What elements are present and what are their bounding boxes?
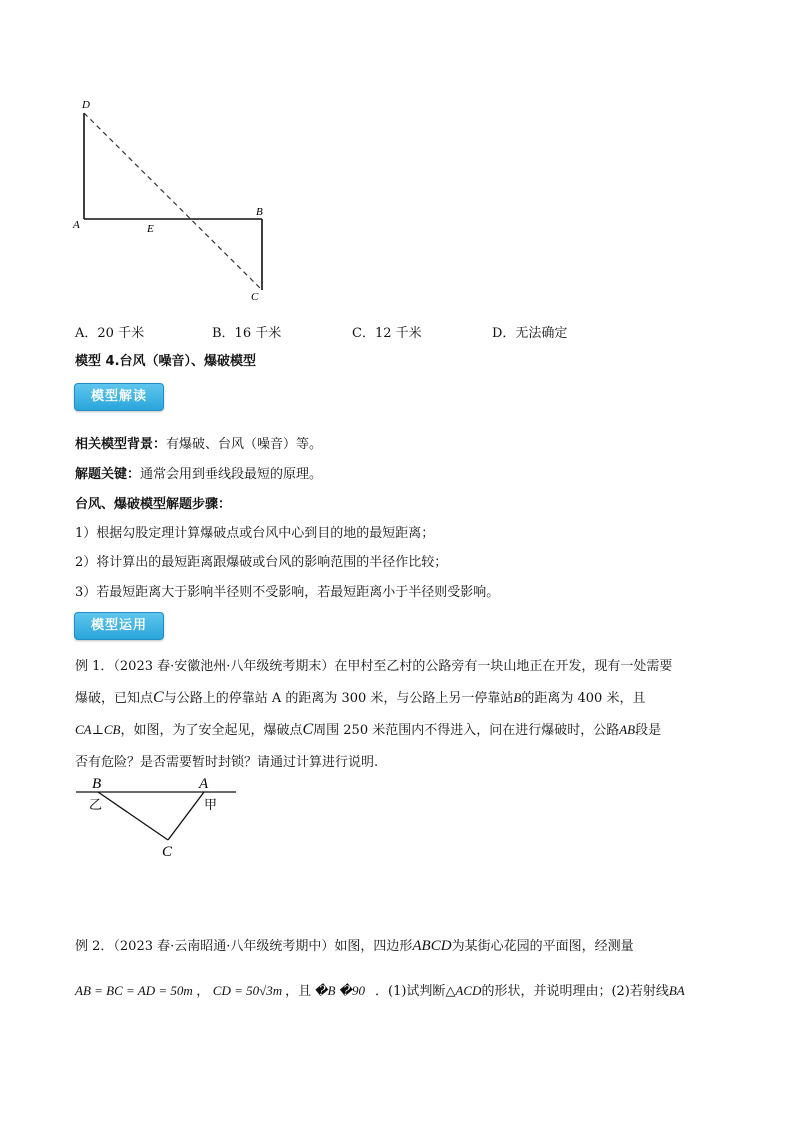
option-b: B．16 千米	[212, 326, 282, 341]
example2-line1	[75, 935, 634, 955]
example1-line3-a: ，如图，为了安全起见，爆破点	[120, 723, 303, 738]
steps-title: 台风、爆破模型解题步骤：	[75, 497, 232, 512]
example1-point-c2: C	[302, 721, 314, 738]
option-c: C．12 千米	[352, 326, 422, 341]
example2-quad-abcd: ABCD	[412, 938, 452, 954]
background-text: 有爆破、台风（噪音）等。	[166, 437, 323, 452]
label-B: B	[92, 776, 102, 792]
example1-line3-b: 周围 250 米范围内不得进入，问在进行爆破时，公路	[313, 723, 620, 738]
example2-comma2: ，且	[285, 984, 312, 999]
option-d: D．无法确定	[492, 326, 568, 341]
step-2: 2）将计算出的最短距离跟爆破或台风的影响范围的半径作比较；	[75, 555, 448, 570]
example2-eq2: CD = 50√3m	[212, 983, 283, 998]
example1-line2	[75, 687, 645, 707]
example2-triangle-acd: △ACD	[445, 983, 482, 998]
example1-point-c: C	[153, 689, 164, 706]
example1-line2-d: 的距离为 400 米，且	[521, 691, 646, 706]
label-E: E	[147, 223, 154, 235]
example1-road-ab: AB	[619, 722, 636, 737]
example2-rest-a: ．(1)试判断	[375, 984, 446, 999]
example1-perp: CA⊥CB	[75, 722, 121, 737]
example1-line3-d: 段是	[635, 723, 662, 738]
example1-point-b: B	[513, 690, 522, 705]
label-B: B	[256, 206, 263, 218]
key-line	[75, 463, 322, 482]
segment-AC	[168, 792, 204, 840]
background-label: 相关模型背景：	[75, 437, 167, 452]
example2-line2	[75, 980, 685, 999]
step-3: 3）若最短距离大于影响半径则不受影响，若最短距离小于半径则受影响。	[75, 585, 500, 600]
example2-eq1: AB = BC = AD = 50m	[75, 983, 193, 998]
label-A: A	[199, 776, 209, 792]
key-text: 通常会用到垂线段最短的原理。	[140, 467, 323, 482]
label-A: A	[73, 219, 80, 231]
example1-line2-b: 与公路上的停靠站 A 的距离为 300 米，与公路上另一停靠站	[163, 691, 514, 706]
example2-angle: �B �90	[314, 983, 366, 998]
example2-comma1: ，	[196, 984, 210, 999]
label-jia: 甲	[204, 797, 218, 812]
figure-2-diagram	[70, 772, 250, 864]
example2-line1-b: 为某街心花园的平面图，经测量	[451, 939, 634, 954]
example1-line3	[75, 719, 661, 739]
label-C: C	[162, 844, 173, 860]
step-1: 1）根据勾股定理计算爆破点或台风中心到目的地的最短距离；	[75, 526, 435, 541]
background-line	[75, 433, 322, 452]
badge-model-apply: 模型运用	[74, 612, 164, 640]
example2-rest-b: 的形状，并说明理由；(2)若射线	[481, 984, 669, 999]
segment-BC	[98, 792, 168, 840]
option-a: A．20 千米	[75, 326, 145, 341]
label-C: C	[251, 291, 259, 303]
example1-line2-a: 爆破，已知点	[75, 691, 154, 706]
example1-line4: 否有危险？是否需要暂时封锁？请通过计算进行说明.	[75, 755, 379, 770]
example2-ray-ba: BA	[668, 983, 685, 998]
key-label: 解题关键：	[75, 467, 141, 482]
label-D: D	[82, 99, 90, 111]
section-title: 模型 4.台风（噪音）、爆破模型	[75, 354, 257, 369]
example2-line1-a: 例 2．（2023 春·云南昭通·八年级统考期中）如图，四边形	[75, 939, 413, 954]
figure-1-diagram	[70, 95, 280, 305]
label-yi: 乙	[89, 797, 103, 812]
example1-line1: 例 1．（2023 春·安徽池州·八年级统考期末）在甲村至乙村的公路旁有一块山地正在开发，现有一处需要	[75, 659, 673, 674]
dashed-segment-DC	[84, 113, 262, 290]
badge-model-interpret: 模型解读	[74, 383, 164, 411]
